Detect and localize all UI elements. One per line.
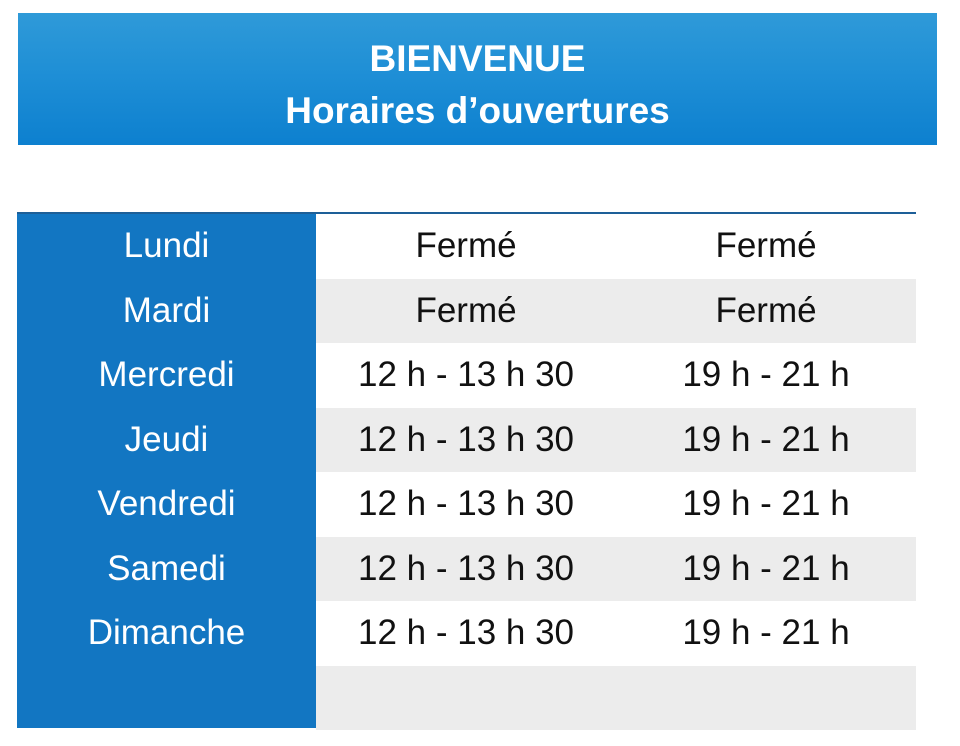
midi-hours: 12 h - 13 h 30: [358, 484, 574, 524]
midi-hours: Fermé: [415, 226, 517, 266]
soir-hours: 19 h - 21 h: [682, 484, 850, 524]
soir-hours: 19 h - 21 h: [682, 548, 850, 588]
midi-hours: 12 h - 13 h 30: [358, 419, 574, 459]
midi-hours: Fermé: [415, 290, 517, 330]
midi-hours: 12 h - 13 h 30: [358, 355, 574, 395]
day-label: Samedi: [107, 548, 226, 588]
day-label: Lundi: [123, 226, 210, 266]
schedule-row-vendredi: [17, 472, 916, 537]
soir-hours: 19 h - 21 h: [682, 419, 850, 459]
banner-subtitle: Horaires d’ouvertures: [285, 90, 670, 131]
schedule-row-mardi: [17, 279, 916, 344]
opening-hours-table: [17, 212, 916, 728]
schedule-row-dimanche: [17, 601, 916, 666]
day-label: Jeudi: [124, 419, 209, 459]
schedule-row-empty: [17, 666, 916, 731]
schedule-row-lundi: [17, 214, 916, 279]
day-label: Vendredi: [97, 484, 236, 524]
schedule-row-samedi: [17, 537, 916, 602]
schedule-rows: [17, 214, 916, 730]
soir-hours: 19 h - 21 h: [682, 613, 850, 653]
schedule-row-jeudi: [17, 408, 916, 473]
day-label: Mardi: [122, 290, 211, 330]
midi-hours: 12 h - 13 h 30: [358, 613, 574, 653]
soir-hours: Fermé: [715, 290, 817, 330]
day-label: Mercredi: [98, 355, 235, 395]
midi-hours: 12 h - 13 h 30: [358, 548, 574, 588]
row-background: [316, 666, 916, 731]
schedule-row-mercredi: [17, 343, 916, 408]
day-label: Dimanche: [87, 613, 246, 653]
soir-hours: Fermé: [715, 226, 817, 266]
welcome-banner: [18, 13, 937, 145]
banner-title: BIENVENUE: [369, 38, 586, 79]
soir-hours: 19 h - 21 h: [682, 355, 850, 395]
